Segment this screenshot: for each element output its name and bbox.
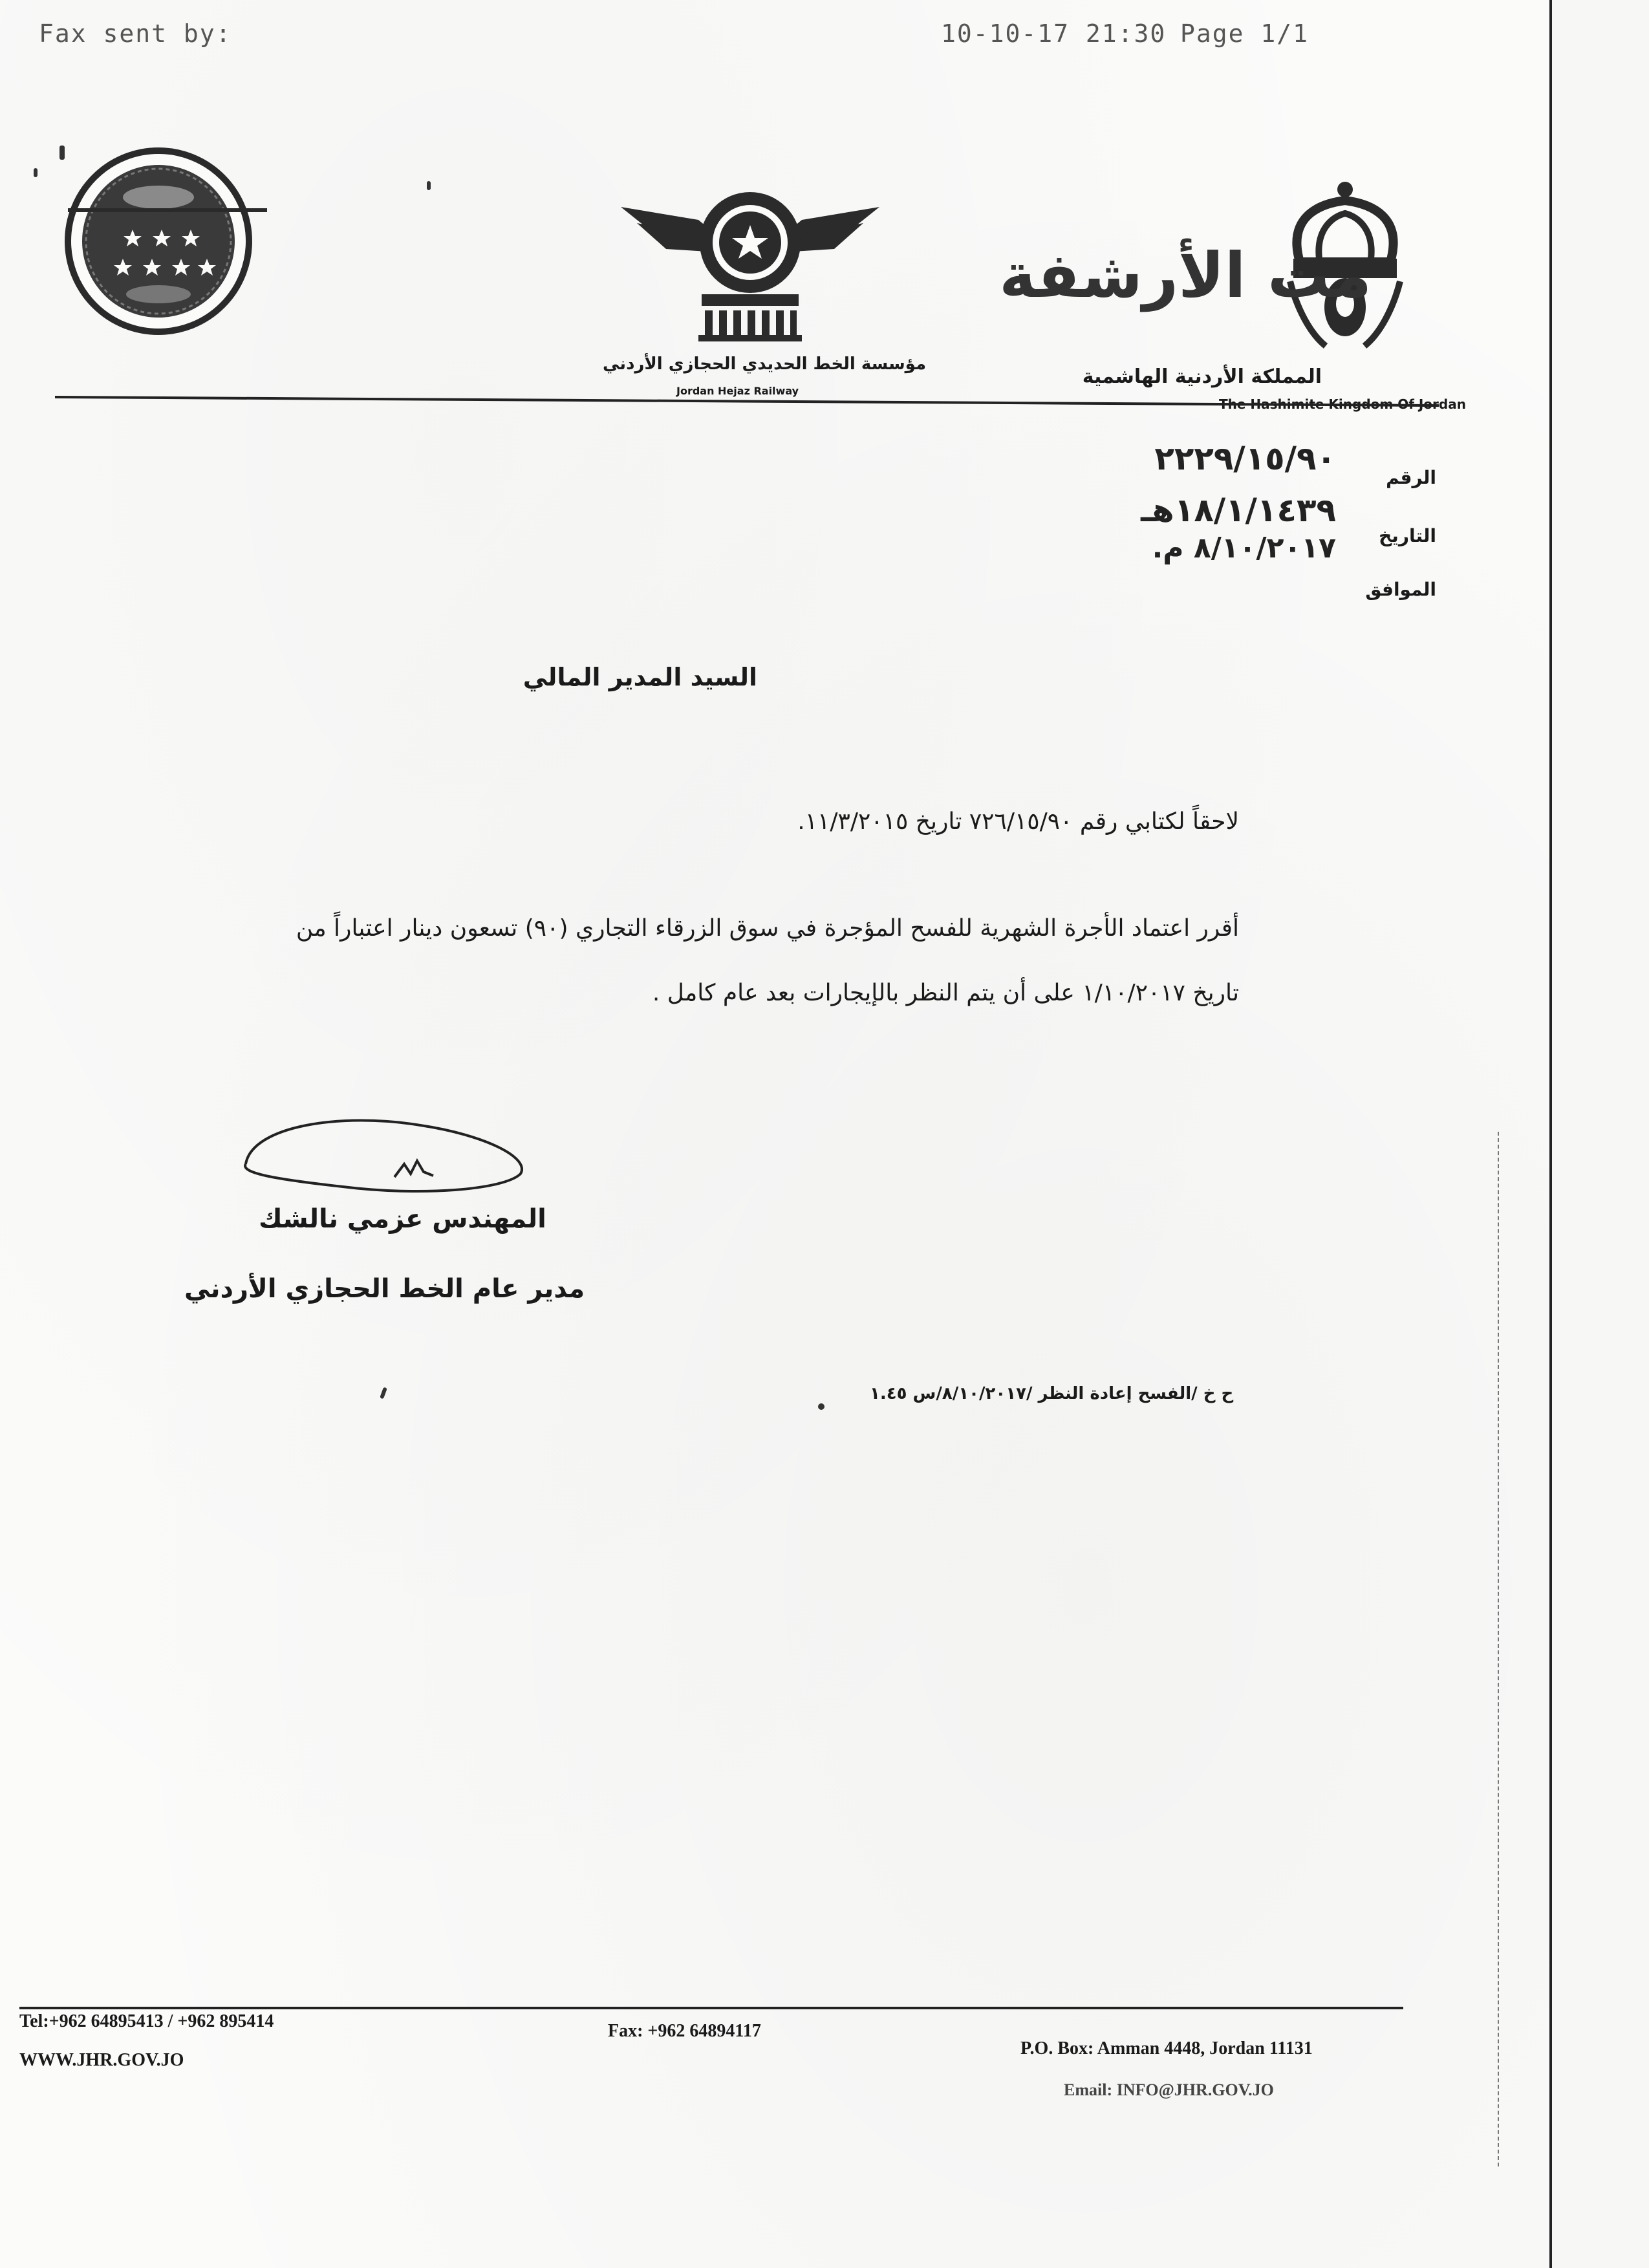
scan-edge-dash <box>1498 1132 1500 2166</box>
footer-fax: Fax: +962 64894117 <box>608 2021 761 2041</box>
number-value: ٢٢٢٩/١٥/٩٠ <box>1154 440 1336 477</box>
reference-line: ح خ /الفسح إعادة النظر /٨/١٠/٢٠١٧/س ١.٤٥ <box>870 1384 1234 1403</box>
fax-sent-by: Fax sent by: <box>39 19 232 48</box>
agreed-label: الموافق <box>1365 579 1436 600</box>
footer-tel: Tel:+962 64895413 / +962 895414 <box>19 2011 274 2031</box>
scan-page-edge <box>1549 0 1552 2268</box>
fax-page-count: Page 1/1 <box>1180 19 1310 48</box>
kingdom-name-arabic: المملكة الأردنية الهاشمية <box>1082 365 1322 388</box>
date-label: التاريخ <box>1379 525 1436 546</box>
signatory-title: مدير عام الخط الحجازي الأردني <box>184 1274 585 1304</box>
footer-divider <box>19 2007 1403 2009</box>
handwritten-signature <box>226 1099 563 1216</box>
kingdom-name-english: The Hashimite Kingdom Of Jordan <box>1219 396 1466 412</box>
fax-datetime: 10-10-17 21:30 <box>941 19 1167 48</box>
scan-speck <box>427 181 431 190</box>
letter-line-1: لاحقاً لكتابي رقم ٧٢٦/١٥/٩٠ تاريخ ١١/٣/٢٠١٥. <box>797 808 1239 835</box>
scan-speck <box>34 168 38 177</box>
date-gregorian: ٨/١٠/٢٠١٧ م. <box>1152 532 1336 565</box>
letter-line-2: أقرر اعتماد الأجرة الشهرية للفسح المؤجرة في سوق الزرقاء التجاري (٩٠) تسعون دينار اعتباراً من <box>296 915 1239 942</box>
scan-speck <box>818 1403 824 1410</box>
footer-pobox: P.O. Box: Amman 4448, Jordan 11131 <box>1020 2038 1313 2058</box>
railway-name-english: Jordan Hejaz Railway <box>676 385 799 397</box>
brand-name: مت الأرشفة <box>999 239 1372 312</box>
scan-speck <box>380 1387 387 1399</box>
number-label: الرقم <box>1386 467 1436 488</box>
footer-website: WWW.JHR.GOV.JO <box>19 2050 184 2070</box>
seal-stars-icon <box>61 146 275 346</box>
signatory-name: المهندس عزمي نالشك <box>259 1204 546 1234</box>
footer-email-cut: Email: INFO@JHR.GOV.JO <box>1064 2080 1274 2099</box>
letter-line-3: تاريخ ١/١٠/٢٠١٧ على أن يتم النظر بالإيجارات بعد عام كامل . <box>652 980 1239 1006</box>
railway-emblem-icon <box>621 181 879 343</box>
letter-greeting: السيد المدير المالي <box>523 663 757 691</box>
date-hijri: ١٨/١/١٤٣٩هـ <box>1141 491 1336 529</box>
scan-speck <box>59 146 65 160</box>
railway-name-arabic: مؤسسة الخط الحديدي الحجازي الأردني <box>603 354 927 374</box>
